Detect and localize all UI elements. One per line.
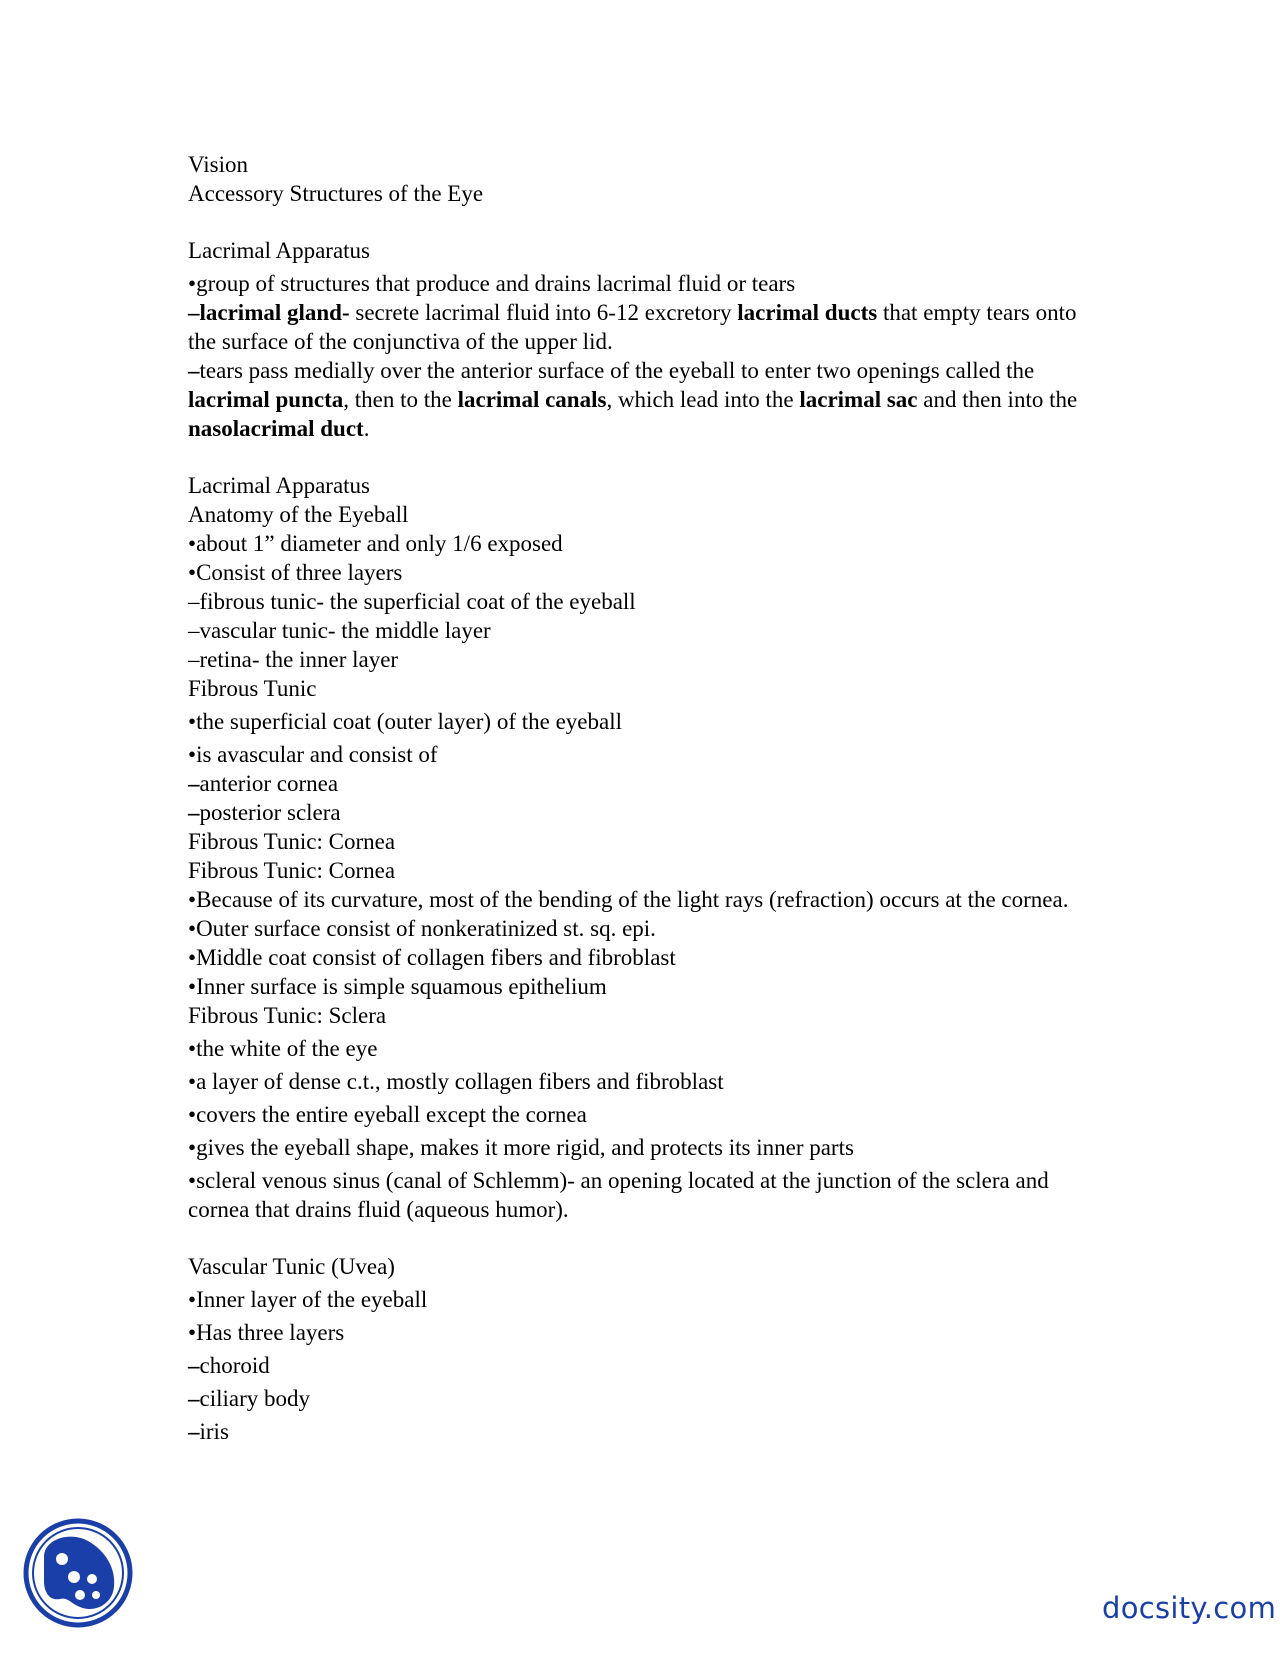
bullet-item: •gives the eyeball shape, makes it more rigid, and protects its inner parts bbox=[188, 1135, 854, 1160]
dash-glyph: – bbox=[188, 589, 200, 614]
dash-glyph: – bbox=[188, 300, 200, 325]
bullet-glyph: • bbox=[188, 945, 197, 970]
bullet-glyph: • bbox=[188, 271, 197, 296]
section-heading: Anatomy of the Eyeball bbox=[188, 502, 409, 527]
bullet-item: •about 1” diameter and only 1/6 exposed bbox=[188, 531, 563, 556]
bullet-item: •is avascular and consist of bbox=[188, 742, 438, 767]
bullet-item: •Because of its curvature, most of the bending of the light rays (refraction) occurs at the cornea. bbox=[188, 887, 1069, 912]
dash-item: –tears pass medially over the anterior surface of the eyeball to enter two openings called the lacrimal puncta, then to the lacrimal canals, which lead into the lacrimal sac and then into the nasolacrimal duct. bbox=[188, 358, 1078, 441]
section-heading: Lacrimal Apparatus bbox=[188, 238, 371, 263]
bullet-glyph: • bbox=[188, 887, 197, 912]
bullet-glyph: • bbox=[188, 1036, 197, 1061]
dash-item: –iris bbox=[188, 1419, 229, 1444]
section-heading: Fibrous Tunic: Sclera bbox=[188, 1003, 387, 1028]
dash-glyph: – bbox=[188, 618, 200, 643]
dash-glyph: – bbox=[188, 1386, 200, 1411]
bullet-item: •a layer of dense c.t., mostly collagen fibers and fibroblast bbox=[188, 1069, 724, 1094]
bullet-glyph: • bbox=[188, 916, 197, 941]
dash-item: –lacrimal gland- secrete lacrimal fluid into 6-12 excretory lacrimal ducts that empty tears onto the surface of the conjunctiva of the upper lid. bbox=[188, 300, 1077, 354]
dash-glyph: – bbox=[188, 647, 200, 672]
bullet-item: •Inner surface is simple squamous epithelium bbox=[188, 974, 607, 999]
bullet-item: •Consist of three layers bbox=[188, 560, 403, 585]
section-heading: Lacrimal Apparatus bbox=[188, 473, 371, 498]
dash-glyph: – bbox=[188, 1353, 200, 1378]
doc-title: Vision bbox=[188, 152, 248, 177]
bullet-glyph: • bbox=[188, 1135, 197, 1160]
dash-glyph: – bbox=[188, 771, 200, 796]
section-heading: Vascular Tunic (Uvea) bbox=[188, 1254, 395, 1279]
dash-glyph: – bbox=[188, 800, 200, 825]
bullet-item: •scleral venous sinus (canal of Schlemm)- an opening located at the junction of the sclera and cornea that drains fluid (aqueous humor). bbox=[188, 1168, 1049, 1222]
bullet-glyph: • bbox=[188, 1168, 197, 1193]
dash-item: –choroid bbox=[188, 1353, 270, 1378]
bullet-item: •the superficial coat (outer layer) of the eyeball bbox=[188, 709, 622, 734]
dash-glyph: – bbox=[188, 1419, 200, 1444]
bullet-item: •group of structures that produce and drains lacrimal fluid or tears bbox=[188, 271, 796, 296]
docsity-logo-icon[interactable] bbox=[22, 1517, 134, 1629]
section-heading: Fibrous Tunic: Cornea bbox=[188, 858, 396, 883]
dash-glyph: – bbox=[188, 358, 200, 383]
bullet-glyph: • bbox=[188, 974, 197, 999]
document-body bbox=[188, 150, 1108, 1446]
bullet-glyph: • bbox=[188, 742, 197, 767]
bullet-item: •Middle coat consist of collagen fibers and fibroblast bbox=[188, 945, 676, 970]
dash-item: –vascular tunic- the middle layer bbox=[188, 618, 491, 643]
bullet-glyph: • bbox=[188, 1069, 197, 1094]
bullet-glyph: • bbox=[188, 531, 197, 556]
dash-item: –anterior cornea bbox=[188, 771, 339, 796]
bullet-item: •Inner layer of the eyeball bbox=[188, 1287, 428, 1312]
dash-item: –posterior sclera bbox=[188, 800, 341, 825]
bullet-item: •covers the entire eyeball except the cornea bbox=[188, 1102, 587, 1127]
bullet-item: •Outer surface consist of nonkeratinized st. sq. epi. bbox=[188, 916, 656, 941]
bullet-glyph: • bbox=[188, 709, 197, 734]
bullet-glyph: • bbox=[188, 1102, 197, 1127]
bullet-glyph: • bbox=[188, 1287, 197, 1312]
bullet-item: •the white of the eye bbox=[188, 1036, 378, 1061]
docsity-brand-link[interactable]: docsity.com bbox=[1102, 1591, 1277, 1625]
dash-item: –fibrous tunic- the superficial coat of the eyeball bbox=[188, 589, 636, 614]
section-heading: Fibrous Tunic bbox=[188, 676, 317, 701]
bullet-glyph: • bbox=[188, 1320, 197, 1345]
section-heading: Fibrous Tunic: Cornea bbox=[188, 829, 396, 854]
bullet-glyph: • bbox=[188, 560, 197, 585]
bullet-item: •Has three layers bbox=[188, 1320, 345, 1345]
dash-item: –retina- the inner layer bbox=[188, 647, 399, 672]
dash-item: –ciliary body bbox=[188, 1386, 310, 1411]
doc-subtitle: Accessory Structures of the Eye bbox=[188, 181, 484, 206]
